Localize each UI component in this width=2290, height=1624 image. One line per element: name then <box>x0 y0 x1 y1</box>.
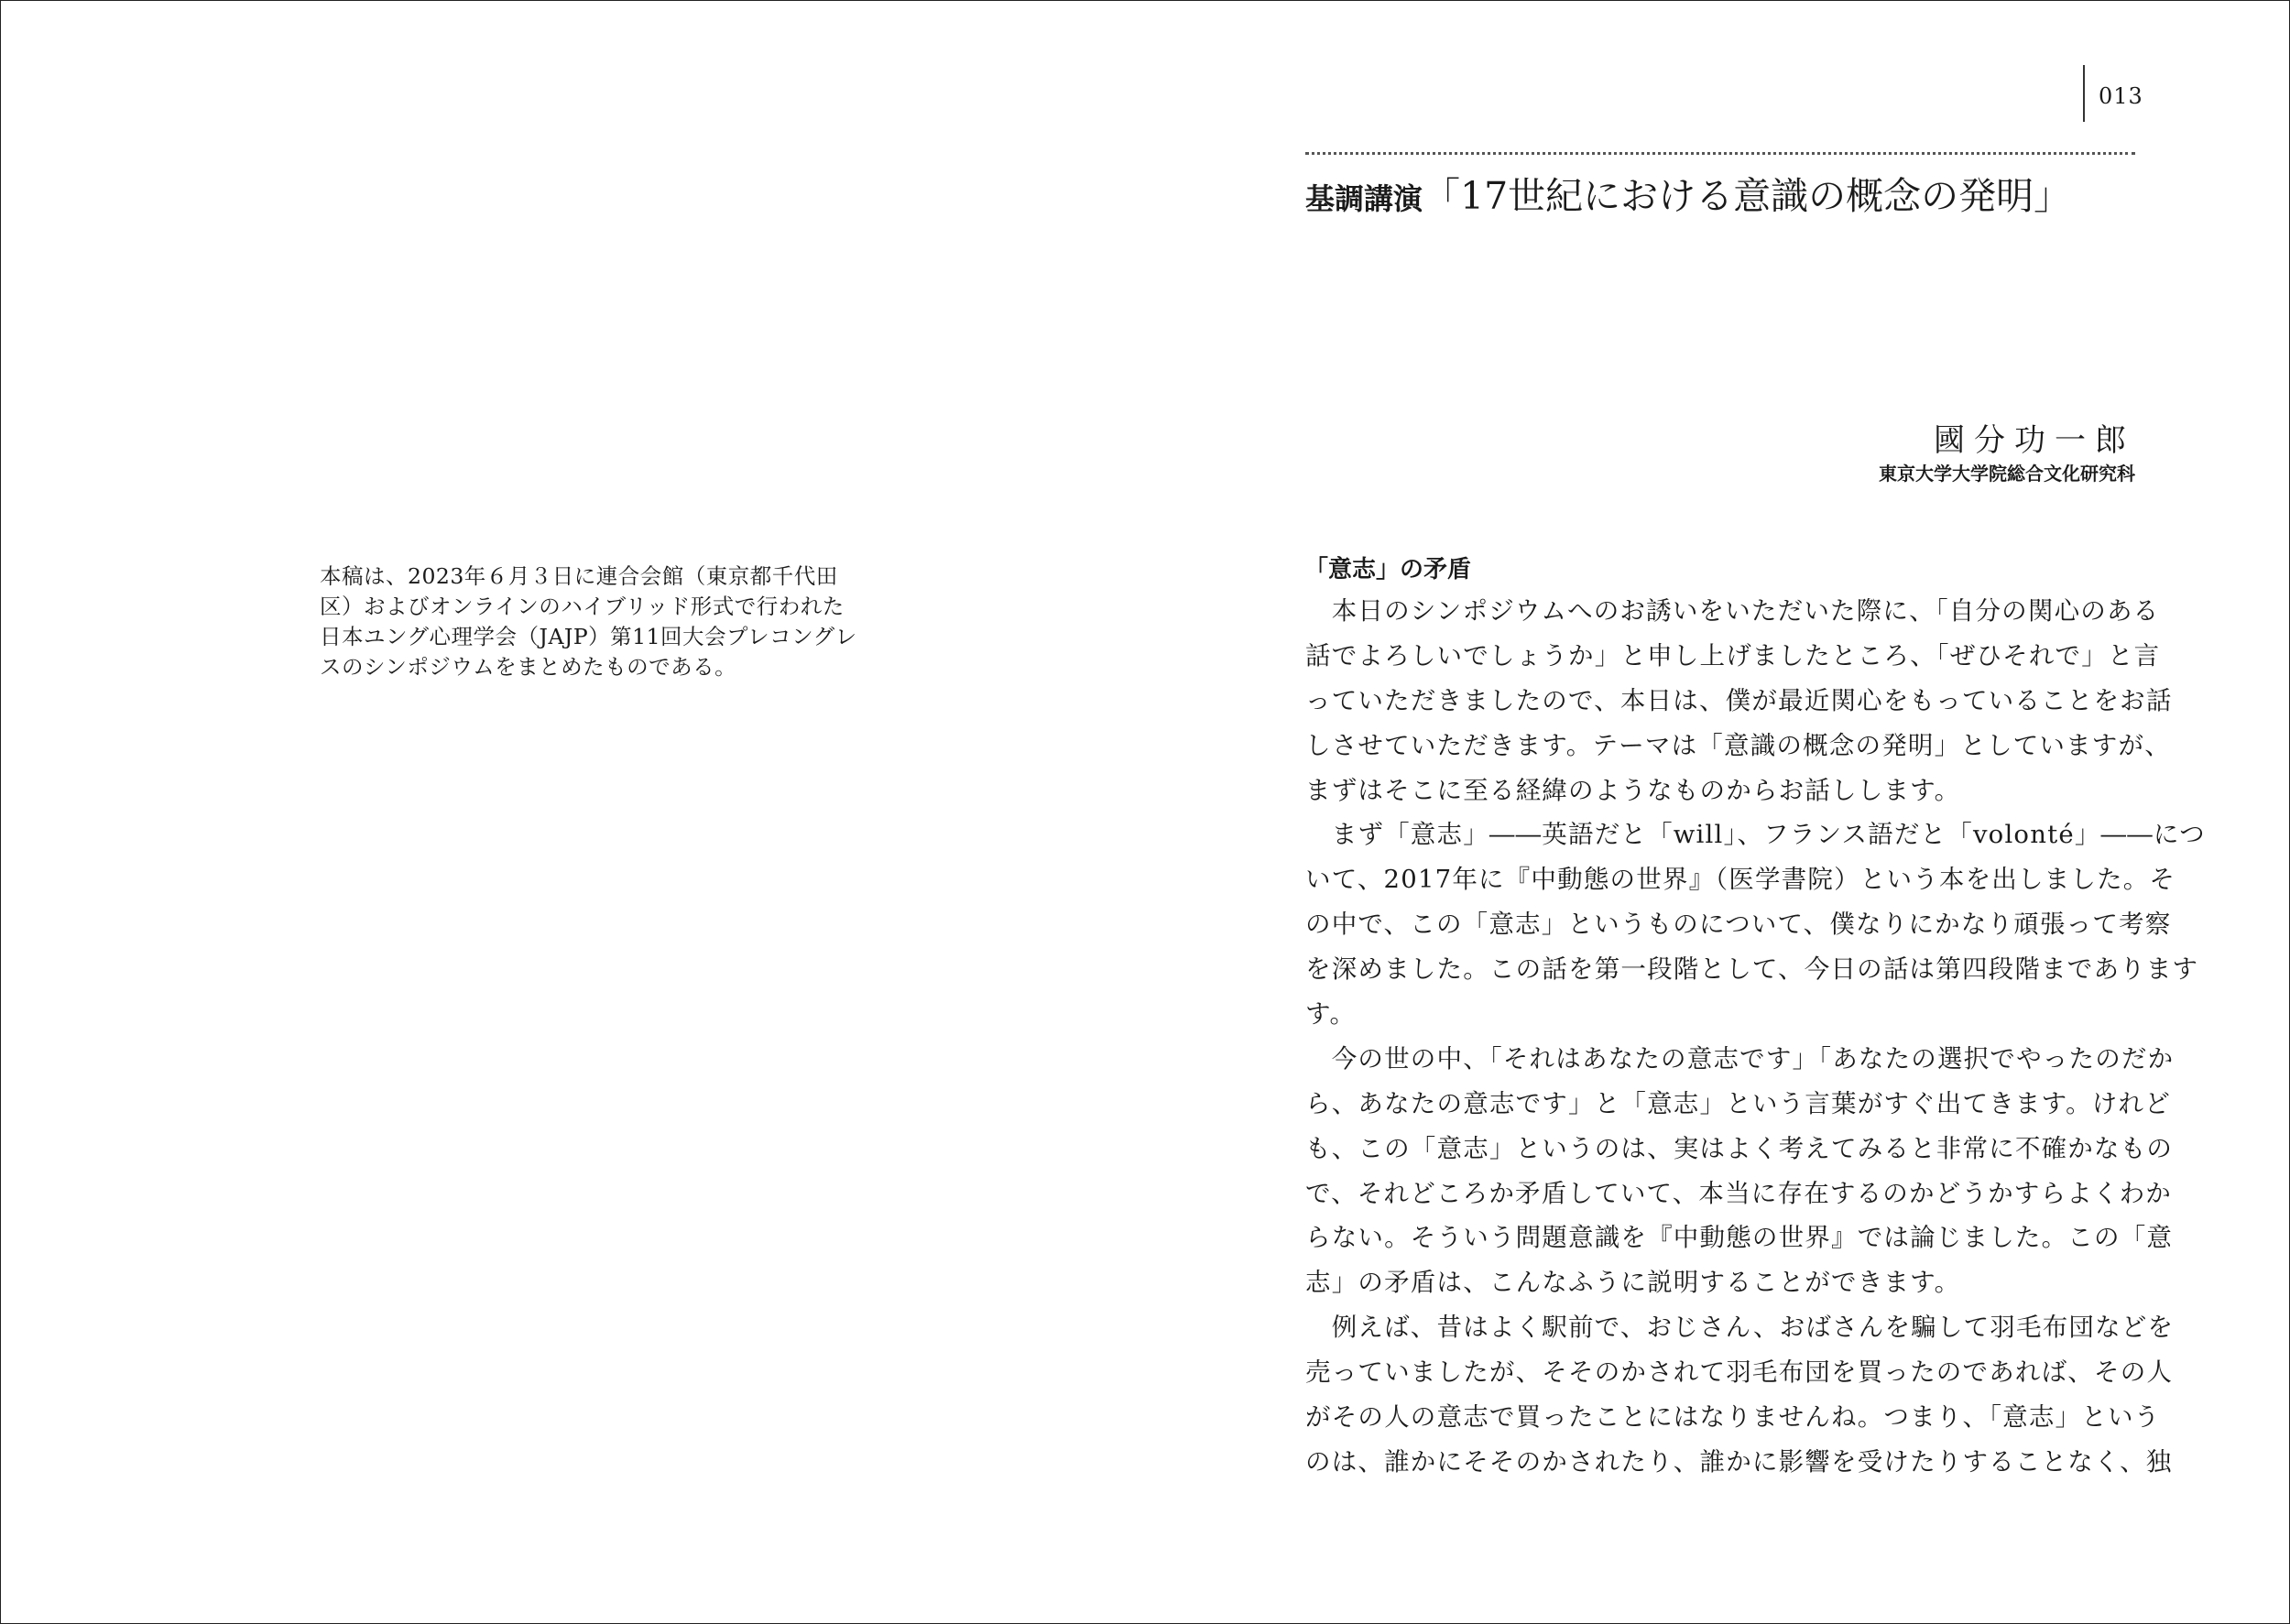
article-title <box>1305 166 2071 220</box>
body-line: を深めました。この話を第一段階として、今日の話は第四段階まであります <box>1305 954 2199 985</box>
title-main: 「17世紀における意識の概念の発明」 <box>1423 174 2072 218</box>
body-line: で、それどころか矛盾していて、本当に存在するのかどうかすらよくわか <box>1305 1178 2172 1208</box>
body-line: 今の世の中、「それはあなたの意志です」「あなたの選択でやったのだか <box>1305 1043 2175 1074</box>
title-dotted-rule <box>1305 152 2135 155</box>
body-line: がその人の意志で買ったことにはなりませんね。つまり、「意志」という <box>1305 1402 2161 1433</box>
body-line: いて、2017年に『中動態の世界』（医学書院）という本を出しました。そ <box>1305 865 2176 895</box>
body-line: も、この「意志」というのは、実はよく考えてみると非常に不確かなもの <box>1305 1133 2174 1163</box>
body-line: す。 <box>1305 999 1357 1030</box>
author-affiliation: 東京大学大学院総合文化研究科 <box>1879 463 2135 485</box>
body-line: 売っていましたが、そそのかされて羽毛布団を買ったのであれば、その人 <box>1305 1357 2174 1388</box>
body-line: ら、あなたの意志です」と「意志」という言葉がすぐ出てきます。けれど <box>1305 1088 2171 1118</box>
body-line: まずはそこに至る経緯のようなものからお話しします。 <box>1305 775 1961 805</box>
author-name: 國分功一郎 <box>1934 422 2135 459</box>
section-heading: 「意志」の矛盾 <box>1304 556 1472 583</box>
body-text <box>1305 589 2206 1485</box>
body-line: らない。そういう問題意識を『中動態の世界』では論じました。この「意 <box>1305 1223 2174 1253</box>
right-page <box>1146 1 2289 1623</box>
body-line: しさせていただきます。テーマは「意識の概念の発明」としていますが、 <box>1305 730 2171 760</box>
left-page <box>1 1 1146 1623</box>
note-line: スのシンポジウムをまとめたものである。 <box>320 654 737 680</box>
body-line: のは、誰かにそそのかされたり、誰かに影響を受けたりすることなく、独 <box>1305 1446 2173 1477</box>
note-line: 日本ユング心理学会（JAJP）第11回大会プレコングレ <box>320 624 857 649</box>
source-note <box>320 561 857 682</box>
title-label: 基調講演 <box>1305 181 1423 216</box>
page-number-divider <box>2083 65 2085 122</box>
page-number: 013 <box>2099 83 2143 109</box>
note-line: 本稿は、2023年６月３日に連合会館（東京都千代田 <box>320 563 838 589</box>
body-line: の中で、この「意志」というものについて、僕なりにかなり頑張って考察 <box>1305 910 2172 940</box>
note-line: 区）およびオンラインのハイブリッド形式で行われた <box>320 594 845 619</box>
body-line: 志」の矛盾は、こんなふうに説明することができます。 <box>1305 1268 1961 1298</box>
body-line: っていただきましたので、本日は、僕が最近関心をもっていることをお話 <box>1305 685 2173 715</box>
body-line: 例えば、昔はよく駅前で、おじさん、おばさんを騙して羽毛布団などを <box>1305 1313 2175 1343</box>
body-line: まず「意志」――英語だと「will」、フランス語だと「volonté」――につ <box>1305 820 2206 850</box>
body-line: 話でよろしいでしょうか」と申し上げましたところ、「ぜひそれで」と言 <box>1305 640 2161 670</box>
body-line: 本日のシンポジウムへのお誘いをいただいた際に、「自分の関心のある <box>1305 596 2160 626</box>
